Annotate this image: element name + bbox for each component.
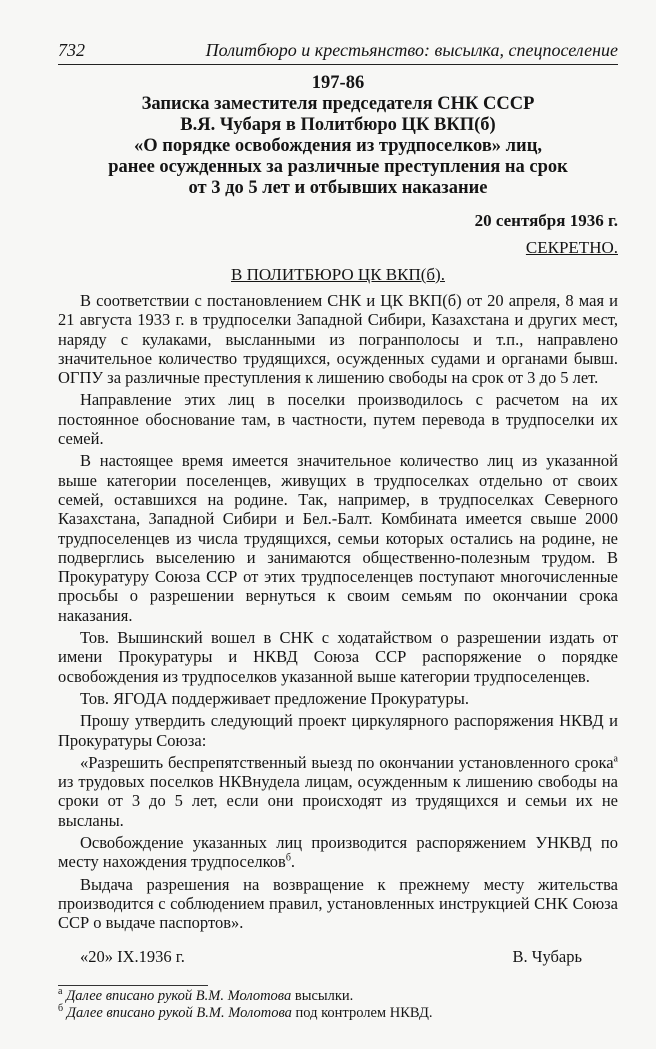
- paragraph: Тов. ЯГОДА поддерживает предложение Прокуратуры.: [80, 688, 469, 708]
- title-line: Записка заместителя председателя СНК СССР: [141, 94, 535, 114]
- text-run: .: [290, 852, 296, 872]
- signature-name: В. Чубарь: [512, 946, 582, 966]
- footnote: [58, 985, 618, 1005]
- footnote: [58, 1002, 618, 1022]
- paragraph: Тов. Вышинский вошел в СНК с ходатайством о разрешении издать от имени Прокуратуры и НКВД Союза ССР распоряжение о порядке освобождения из трудпоселков указанной выше категории трудпоселенцев.: [58, 628, 618, 686]
- text-run: «Разрешить беспрепятственный выезд по окончании установленного срока: [80, 752, 614, 772]
- title-line: В.Я. Чубаря в Политбюро ЦК ВКП(б): [180, 115, 496, 135]
- addressee: [58, 265, 618, 285]
- text-run: Освобождение указанных лиц производится распоряжением УНКВД по месту нахождения трудпоселков: [58, 833, 618, 872]
- paragraph: [58, 833, 618, 872]
- secrecy-label: СЕКРЕТНО.: [525, 238, 618, 257]
- document-title-block: [58, 73, 618, 199]
- footnote-mark: б: [58, 1002, 64, 1014]
- document-date: 20 сентября 1936 г.: [474, 211, 618, 230]
- running-title: Политбюро и крестьянство: высылка, спецпоселение: [205, 40, 618, 60]
- signature-block: [58, 947, 618, 967]
- footnote-italic: Далее вписано рукой В.М. Молотова: [66, 987, 292, 1004]
- footnote-text: под контролем НКВД.: [291, 1004, 433, 1021]
- footnote-italic: Далее вписано рукой В.М. Молотова: [66, 1004, 292, 1021]
- footnote-mark: а: [58, 985, 63, 997]
- title-line: «О порядке освобождения из трудпоселков» лиц,: [133, 136, 543, 156]
- footnote-divider: [58, 985, 208, 986]
- paragraph-quote: [58, 753, 618, 830]
- paragraph: В соответствии с постановлением СНК и ЦК ВКП(б) от 20 апреля, 8 мая и 21 августа 1933 г. в трудпоселки Западной Сибири, Казахстана и других мест, наряду с кулаками, высланными из погранполосы и т.п., направлено значительное количество трудящихся, осужденных судами и органами бывш. ОГПУ за различные преступления к лишению свободы на срок от 3 до 5 лет.: [58, 291, 618, 388]
- title-line: ранее осужденных за различные преступления на срок: [108, 157, 568, 177]
- footnotes: [58, 985, 618, 1022]
- signature-date: «20» IX.1936 г.: [80, 946, 185, 966]
- secrecy-mark: [58, 238, 618, 258]
- footnote-text: высылки.: [291, 987, 354, 1004]
- paragraph: Направление этих лиц в поселки производилось с расчетом на их постоянное обоснование там, в частности, путем перевода в трудпоселки их семей.: [58, 390, 618, 449]
- footnote-mark: б: [285, 852, 291, 864]
- document-body: [58, 291, 618, 933]
- title-line: от 3 до 5 лет и отбывших наказание: [188, 178, 488, 198]
- footnote-mark: а: [613, 753, 618, 765]
- addressee-label: В ПОЛИТБЮРО ЦК ВКП(б).: [231, 265, 445, 284]
- document-number: 197-86: [311, 73, 365, 93]
- paragraph: В настоящее время имеется значительное количество лиц из указанной выше категории поселенцев, живущих в трудпоселках отдельно от своих семей, оставшихся на родине. Так, например, в трудпоселках Северного Казахстана, Западной Сибири и Бел.-Балт. Комбината имеется свыше 2000 трудпоселенцев из числа трудящихся, семьи которых остались на родине, не подверглись выселению и занимаются общественно-полезным трудом. В Прокуратуру Союза ССР от этих трудпоселенцев поступают многочисленные просьбы о разрешении вернуться к своим семьям по окончании срока наказания.: [58, 451, 618, 625]
- page-number: 732: [58, 40, 85, 60]
- paragraph: Выдача разрешения на возвращение к прежнему месту жительства производится с соблюдением правил, установленных инструкцией СНК Союза ССР о выдаче паспортов».: [58, 874, 618, 933]
- text-run: из трудовых поселков НКВнудела лицам, осужденным к лишению свободы на сроки от 3 до 5 лет, если они происходят из трудящихся и семьи их не высланы.: [58, 772, 618, 830]
- paragraph: Прошу утвердить следующий проект циркулярного распоряжения НКВД и Прокуратуры Союза:: [58, 711, 618, 750]
- running-header: [58, 40, 618, 65]
